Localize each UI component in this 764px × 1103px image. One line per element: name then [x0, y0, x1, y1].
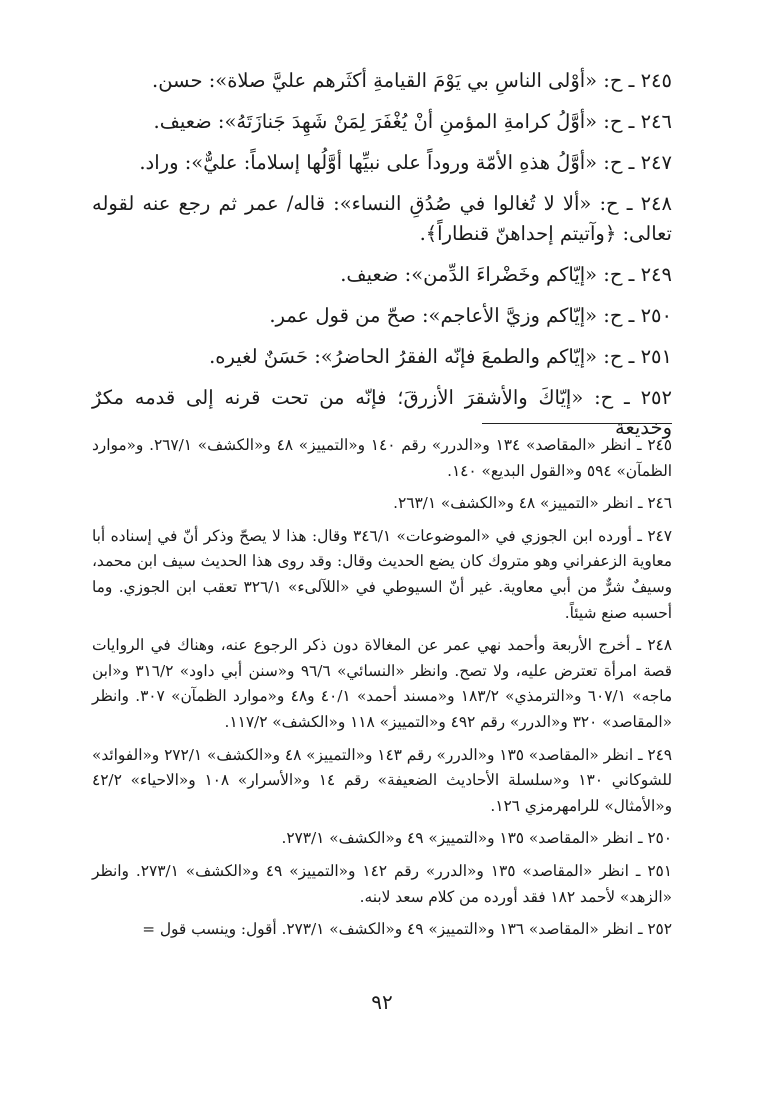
- footnote-246: ٢٤٦ ـ انظر «التمييز» ٤٨ و«الكشف» ٢٦٣/١.: [393, 494, 672, 513]
- hadith-entry-249: [92, 260, 672, 290]
- entry-text: : «أوَّلُ كرامةِ المؤمنِ أنْ يُغْفَرَ لِمَنْ شَهِدَ جَنازَتَهُ»: ضعيف.: [153, 110, 610, 133]
- entry-number: ٢٥١ ـ ح: [609, 345, 672, 368]
- footnote-245: ٢٤٥ ـ انظر «المقاصد» ١٣٤ و«الدرر» رقم ١٤٠ و«التمييز» ٤٨ و«الكشف» ٢٦٧/١. و«موارد الظمآن» ٥٩٤ و«القول البديع» ١٤٠.: [92, 436, 672, 480]
- entry-text: : «إيّاكم وخَضْراءَ الدِّمن»: ضعيف.: [340, 263, 610, 286]
- entry-number: ٢٥٢ ـ ح: [600, 386, 672, 409]
- entry-text: : «أوَّلُ هذهِ الأمّة وروداً على نبيِّها أوَّلُها إسلاماً: عليٌّ»: وراد.: [139, 151, 610, 174]
- footnotes: [92, 433, 672, 950]
- entry-number: ٢٥٠ ـ ح: [609, 304, 672, 327]
- hadith-entry-245: [92, 66, 672, 96]
- hadith-entry-247: [92, 148, 672, 178]
- entry-number: ٢٤٨ ـ ح: [606, 192, 672, 215]
- footnote-247: ٢٤٧ ـ أورده ابن الجوزي في «الموضوعات» ٣٤٦/١ وقال: هذا لا يصحّ وذكر أنّ في إسناده أبا معاوية الزعفراني وهو متروك كان يضع الحديث وقال: وقد روى هذا الحديث سيف ابن محمد، وسيفٌ شرٌّ من أبي معاوية. غير أنّ السيوطي في «اللآلىء» ٣٢٦/١ تعقب ابن الجوزي. وما أحسبه صنع شيئاً.: [92, 526, 672, 622]
- entry-number: ٢٤٧ ـ ح: [609, 151, 672, 174]
- hadith-entry-250: [92, 301, 672, 331]
- footnote-249: ٢٤٩ ـ انظر «المقاصد» ١٣٥ و«الدرر» رقم ١٤٣ و«التمييز» ٤٨ و«الكشف» ٢٧٢/١ و«الفوائد» للشوكاني ١٣٠ و«سلسلة الأحاديث الضعيفة» رقم ١٤ و«الأسرار» ١٠٨ و«الاحياء» ٤٢/٢ و«الأمثال» للرامهرمزي ١٢٦.: [92, 745, 673, 815]
- main-text: [92, 66, 672, 454]
- footnote-252: ٢٥٢ ـ انظر «المقاصد» ١٣٦ و«التمييز» ٤٩ و«الكشف» ٢٧٣/١. أقول: وينسب قول =: [142, 920, 672, 939]
- entry-text: : «ألا لا تُغالوا في صُدُقِ النساء»: قاله/ عمر ثم رجع عنه لقوله تعالى: ﴿وآتيتم إحداهنّ قنطاراً﴾.: [92, 192, 672, 245]
- page-number: ٩٢: [371, 990, 393, 1014]
- entry-number: ٢٤٥ ـ ح: [609, 69, 672, 92]
- footnote-250: ٢٥٠ ـ انظر «المقاصد» ١٣٥ و«التمييز» ٤٩ و«الكشف» ٢٧٣/١.: [281, 829, 672, 848]
- entry-text: : «أوْلى الناسِ بي يَوْمَ القيامةِ أكثَرهم عليَّ صلاة»: حسن.: [152, 69, 610, 92]
- footnote-251: ٢٥١ ـ انظر «المقاصد» ١٣٥ و«الدرر» رقم ١٤٢ و«التمييز» ٤٩ و«الكشف» ٢٧٣/١. وانظر «الزهد» لأحمد ١٨٢ فقد أورده من كلام سعد لابنه.: [92, 861, 672, 906]
- entry-text: : «إيّاكم والطمعَ فإنّه الفقرُ الحاضرُ»: حَسَنٌ لغيره.: [209, 345, 610, 368]
- entry-number: ٢٤٩ ـ ح: [609, 263, 672, 286]
- entry-text: : «إيّاكَ والأشقرَ الأزرقَ؛ فإنّه من تحت قرنه إلى قدمه مكرٌ وخديعة: [92, 386, 672, 439]
- hadith-entry-251: [92, 342, 672, 372]
- entry-text: : «إيّاكم وزيَّ الأعاجم»: صحّ من قول عمر.: [269, 304, 610, 327]
- hadith-entry-248: [92, 189, 672, 249]
- footnote-divider: [482, 423, 672, 424]
- footnote-248: ٢٤٨ ـ أخرج الأربعة وأحمد نهي عمر عن المغالاة دون ذكر الرجوع عنه، وهناك في الروايات قصة امرأة تعترض عليه، ولا تصح. وانظر «النسائي» ٩٦/٦ و«سنن أبي داود» ٣١٦/٢ و«ابن ماجه» ٦٠٧/١ و«الترمذي» ١٨٣/٢ و«مسند أحمد» ٤٠/١ و٤٨ و«موارد الظمآن» ٣٠٧. وانظر «المقاصد» ٣٢٠ و«الدرر» رقم ٤٩٢ و«التمييز» ١١٨ و«الكشف» ١١٧/٢.: [92, 636, 673, 731]
- hadith-entry-246: [92, 107, 672, 137]
- entry-number: ٢٤٦ ـ ح: [609, 110, 672, 133]
